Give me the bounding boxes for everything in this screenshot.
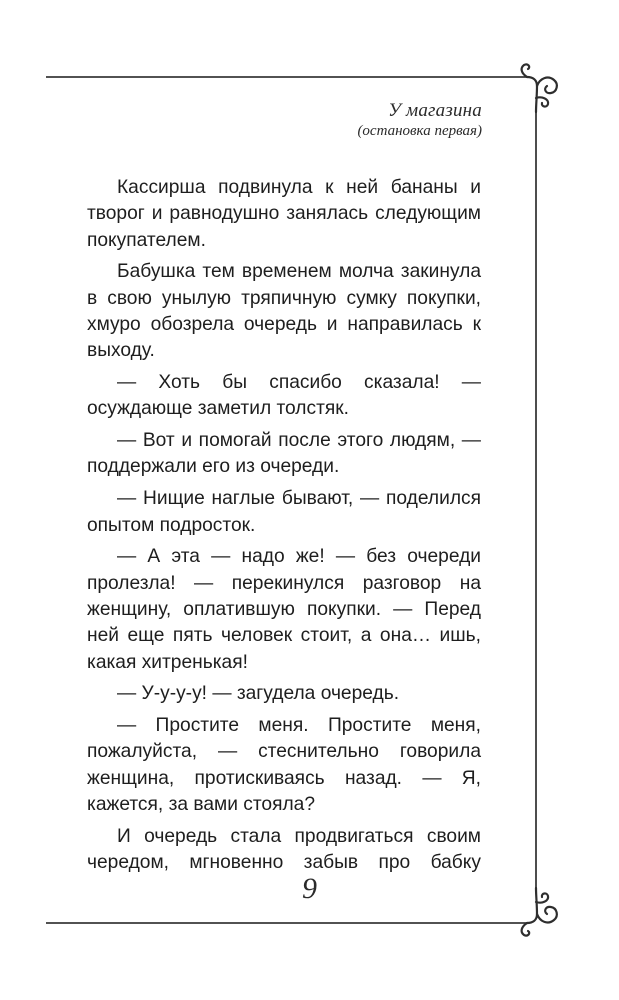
paragraph: Бабушка тем временем молча закинула в свою унылую тряпичную сумку покупки, хмуро обозрела очередь и направилась к выходу. [87,261,481,362]
paragraph: — Вот и помогай после этого людям, — поддержали его из очереди. [87,430,481,478]
page-number: 9 [302,872,317,905]
top-right-flourish-icon [522,64,557,112]
paragraph: — Хоть бы спасибо сказала! — осуждающе заметил толстяк. [87,372,481,420]
paragraph: — Нищие наглые бывают, — поделился опытом подросток. [87,488,481,536]
paragraph: — А эта — надо же! — без очереди пролезла! — перекинулся разговор на женщину, оплатившую покупки. — Перед ней еще пять человек стоит, а она… ишь, какая хитренькая! [87,546,481,673]
chapter-subtitle: (остановка первая) [357,123,482,139]
chapter-title: У магазина [388,100,482,121]
body-text [87,175,481,882]
running-header [357,100,482,141]
paragraph: — Простите меня. Простите меня, пожалуйста, — стеснительно говорила женщина, протискиваясь назад. — Я, кажется, за вами стояла? [87,715,481,816]
paragraph: Кассирша подвинула к ней бананы и творог и равнодушно занялась следующим покупателем. [87,177,481,251]
paragraph: — У-у-у-у! — загудела очередь. [117,683,400,705]
paragraph: И очередь стала продвигаться своим чередом, мгновенно забыв про бабку [87,825,481,874]
